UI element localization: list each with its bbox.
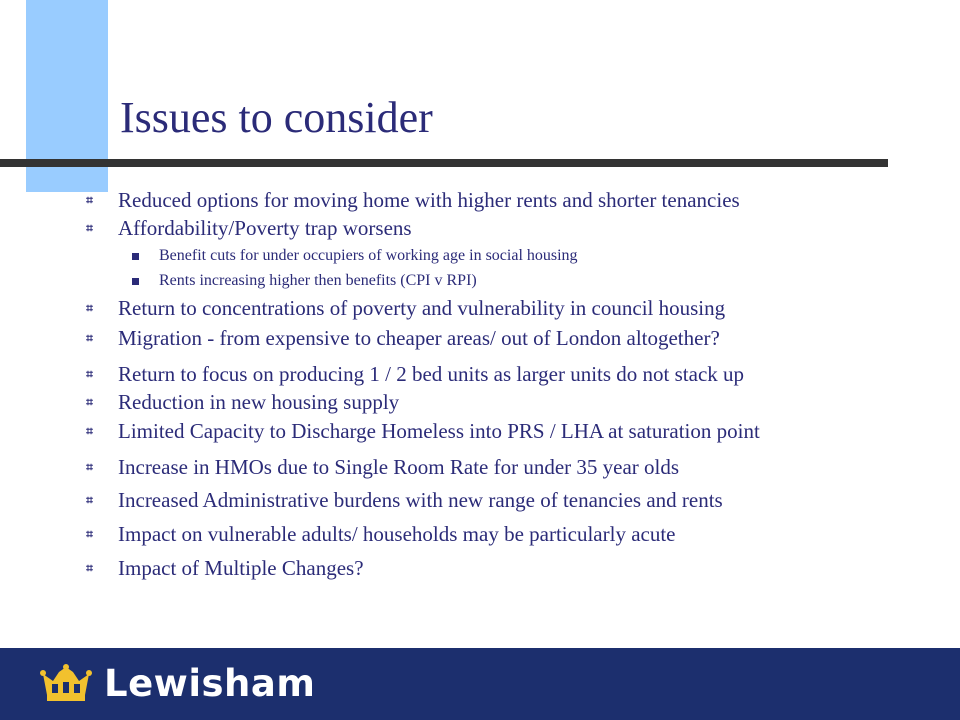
bullet-item xyxy=(86,418,760,444)
hash-bullet-icon: ⌗ xyxy=(86,221,93,235)
hash-bullet-icon: ⌗ xyxy=(86,301,93,315)
bullet-text: Return to focus on producing 1 / 2 bed units as larger units do not stack up xyxy=(118,362,745,386)
hash-bullet-icon: ⌗ xyxy=(86,460,93,474)
title-divider xyxy=(0,159,888,167)
sub-bullet-text: Benefit cuts for under occupiers of working age in social housing xyxy=(159,247,578,264)
bullet-item xyxy=(86,361,745,387)
bullet-item xyxy=(86,325,720,351)
hash-bullet-icon: ⌗ xyxy=(86,395,93,409)
hash-bullet-icon: ⌗ xyxy=(86,561,93,575)
bullet-text: Affordability/Poverty trap worsens xyxy=(118,216,412,240)
bullet-item xyxy=(86,555,364,581)
bullet-text: Impact of Multiple Changes? xyxy=(118,556,364,580)
bullet-text: Reduced options for moving home with higher rents and shorter tenancies xyxy=(118,188,740,212)
sub-bullet-item xyxy=(159,246,578,266)
bullet-item xyxy=(86,187,740,213)
bullet-item xyxy=(86,389,400,415)
hash-bullet-icon: ⌗ xyxy=(86,527,93,541)
hash-bullet-icon: ⌗ xyxy=(86,193,93,207)
slide-title: Issues to consider xyxy=(120,93,433,142)
bullet-text: Migration - from expensive to cheaper areas/ out of London altogether? xyxy=(118,326,720,350)
sub-bullet-item xyxy=(159,271,477,291)
bullet-text: Return to concentrations of poverty and vulnerability in council housing xyxy=(118,296,726,320)
square-bullet-icon xyxy=(132,278,139,285)
hash-bullet-icon: ⌗ xyxy=(86,493,93,507)
bullet-item xyxy=(86,487,723,513)
bullet-text: Increased Administrative burdens with new range of tenancies and rents xyxy=(118,488,723,512)
hash-bullet-icon: ⌗ xyxy=(86,331,93,345)
crown-icon xyxy=(38,664,94,704)
bullet-item xyxy=(86,215,412,241)
bullet-text: Reduction in new housing supply xyxy=(118,390,400,414)
bullet-text: Increase in HMOs due to Single Room Rate for under 35 year olds xyxy=(118,455,680,479)
hash-bullet-icon: ⌗ xyxy=(86,424,93,438)
brand-name: Lewisham xyxy=(104,662,316,705)
bullet-item xyxy=(86,295,726,321)
bullet-item xyxy=(86,454,680,480)
hash-bullet-icon: ⌗ xyxy=(86,367,93,381)
bullet-text: Limited Capacity to Discharge Homeless into PRS / LHA at saturation point xyxy=(118,419,760,443)
bullet-item xyxy=(86,521,676,547)
square-bullet-icon xyxy=(132,253,139,260)
sub-bullet-text: Rents increasing higher then benefits (CPI v RPI) xyxy=(159,272,477,289)
bullet-text: Impact on vulnerable adults/ households may be particularly acute xyxy=(118,522,676,546)
